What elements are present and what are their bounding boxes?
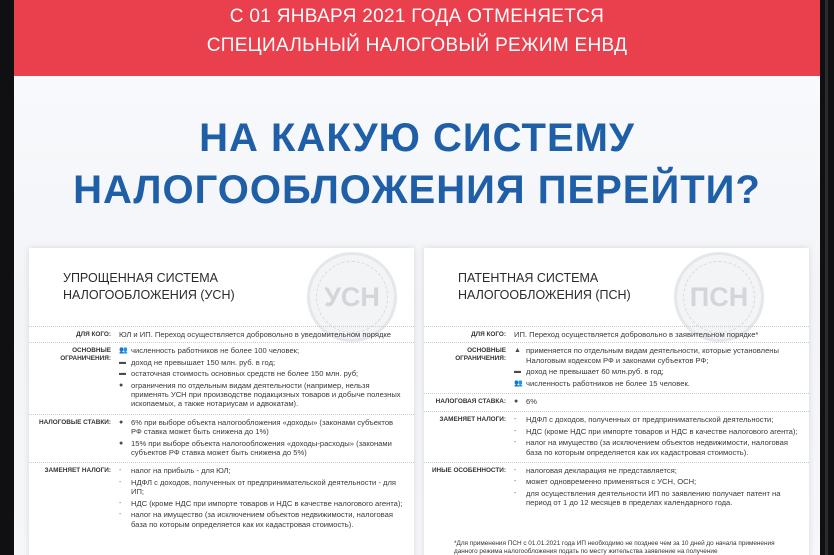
usn-who-text: ЮЛ и ИП. Переход осуществляется добровольно в уведомительном порядке bbox=[119, 330, 392, 339]
usn-rates-list bbox=[119, 418, 414, 460]
list-item-text: налог на имущество (за исключением объектов недвижимости, налоговая база по которым определяется как их кадастровая стоимость). bbox=[131, 510, 393, 529]
money-icon: ▬ bbox=[119, 370, 126, 378]
dash-icon: - bbox=[514, 416, 517, 424]
dash-icon: - bbox=[119, 499, 122, 507]
usn-replaces-label: ЗАМЕНЯЕТ НАЛОГИ: bbox=[44, 467, 111, 475]
usn-who-label: ДЛЯ КОГО: bbox=[76, 331, 111, 338]
usn-title-line-1: УПРОЩЕННАЯ СИСТЕМА bbox=[63, 271, 219, 285]
psn-row-rate bbox=[424, 393, 809, 411]
list-item-text: налог на прибыль - для ЮЛ; bbox=[131, 466, 231, 476]
dash-icon: - bbox=[119, 511, 122, 519]
warning-icon: ▲ bbox=[514, 347, 521, 355]
psn-rate-label: НАЛОГОВАЯ СТАВКА: bbox=[435, 398, 506, 406]
list-item-text: ограничения по отдельным видам деятельности (например, нельзя применять УСН при производстве подакцизных товаров и добыче полезных ископаемых, а также нотариусам и адвокатам). bbox=[131, 380, 401, 409]
psn-who-text: ИП. Переход осуществляется добровольно в заявительном порядке* bbox=[514, 330, 759, 339]
list-item-text: численность работников не более 15 человек. bbox=[526, 378, 690, 388]
money-icon: ▬ bbox=[119, 358, 126, 366]
list-item bbox=[119, 346, 404, 355]
psn-footnote: *Для применения ПСН с 01.01.2021 года ИП необходимо не позднее чем за 10 дней до начала применения данного режима налогообложения подать по месту жительства заявление на получение bbox=[454, 540, 775, 555]
dash-icon: - bbox=[514, 489, 517, 497]
headline-line-2: НАЛОГООБЛОЖЕНИЯ ПЕРЕЙТИ? bbox=[73, 168, 761, 212]
psn-who-label: ДЛЯ КОГО: bbox=[471, 331, 506, 338]
list-item bbox=[514, 489, 799, 508]
people-icon: 👥 bbox=[119, 347, 128, 355]
list-item bbox=[119, 510, 404, 529]
usn-row-rates bbox=[29, 414, 414, 463]
list-item bbox=[514, 438, 799, 457]
usn-rates-label: НАЛОГОВЫЕ СТАВКИ: bbox=[39, 418, 111, 426]
dash-icon: - bbox=[514, 467, 517, 475]
bullet-icon: ● bbox=[119, 381, 124, 389]
list-item-text: налоговая декларация не представляется; bbox=[526, 466, 677, 476]
usn-row-replaces bbox=[29, 462, 414, 533]
list-item-text: доход не превышает 150 млн. руб. в год; bbox=[131, 357, 276, 367]
psn-replaces-list bbox=[514, 415, 809, 459]
psn-title-line-2: НАЛОГООБЛОЖЕНИЯ (ПСН) bbox=[458, 288, 631, 302]
dash-icon: - bbox=[119, 467, 122, 475]
list-item-text: НДС (кроме НДС при импорте товаров и НДС в качестве налогового агента); bbox=[131, 498, 403, 508]
list-item-text: налог на имущество (за исключением объектов недвижимости, налоговая база по которым определяется как их кадастровая стоимость). bbox=[526, 438, 788, 457]
list-item bbox=[514, 367, 799, 376]
banner-line-1: С 01 ЯНВАРЯ 2021 ГОДА ОТМЕНЯЕТСЯ bbox=[229, 6, 605, 27]
list-item-text: 6% при выборе объекта налогообложения «доходы» (законами субъектов РФ ставка может быть снижена до 1%) bbox=[131, 417, 394, 437]
psn-limits-label: ОСНОВНЫЕ ОГРАНИЧЕНИЯ: bbox=[455, 347, 506, 363]
list-item bbox=[119, 418, 404, 437]
psn-title-line-1: ПАТЕНТНАЯ СИСТЕМА bbox=[458, 271, 599, 285]
psn-row-limits bbox=[424, 342, 809, 393]
usn-title-line-2: НАЛОГООБЛОЖЕНИЯ (УСН) bbox=[63, 288, 235, 302]
list-item-text: применяется по отдельным видам деятельности, которые установлены Налоговым кодексом РФ и законами субъектов РФ; bbox=[526, 346, 779, 365]
usn-card bbox=[29, 248, 414, 555]
list-item-text: доход не превышает 60 млн.руб. в год; bbox=[526, 367, 664, 377]
psn-rate-value: 6% bbox=[526, 397, 537, 407]
usn-row-limits bbox=[29, 342, 414, 413]
usn-card-title bbox=[63, 270, 235, 304]
people-icon: 👥 bbox=[514, 379, 523, 387]
list-item bbox=[119, 369, 404, 378]
usn-limits-label: ОСНОВНЫЕ ОГРАНИЧЕНИЯ: bbox=[60, 347, 111, 363]
list-item-text: НДФЛ с доходов, полученных от предпринимательской деятельности; bbox=[526, 415, 774, 425]
list-item bbox=[119, 381, 404, 409]
list-item-text: численность работников не более 100 человек; bbox=[131, 346, 300, 356]
window-frame-left bbox=[0, 0, 14, 555]
dash-icon: - bbox=[514, 427, 517, 435]
usn-replaces-list bbox=[119, 466, 414, 530]
list-item bbox=[514, 466, 799, 475]
top-banner bbox=[14, 0, 820, 76]
usn-row-who bbox=[29, 326, 414, 342]
list-item-text: НДФЛ с доходов, полученных от предпринимательской деятельности - для ИП; bbox=[131, 477, 397, 497]
psn-card-title bbox=[458, 270, 631, 304]
list-item-text: может одновременно применяться с УСН, ОСН; bbox=[526, 477, 697, 487]
psn-replaces-label: ЗАМЕНЯЕТ НАЛОГИ: bbox=[439, 416, 506, 424]
window-scrollbar[interactable] bbox=[820, 0, 834, 555]
list-item bbox=[514, 477, 799, 486]
psn-stamp-icon: ПСН bbox=[674, 252, 764, 342]
psn-rows bbox=[424, 326, 809, 513]
bullet-icon: ● bbox=[119, 418, 124, 426]
list-item-text: НДС (кроме НДС при импорте товаров и НДС в качестве налогового агента); bbox=[526, 426, 798, 436]
dash-icon: - bbox=[514, 478, 517, 486]
scrollbar-track[interactable] bbox=[825, 0, 828, 555]
headline-line-1: НА КАКУЮ СИСТЕМУ bbox=[199, 116, 635, 160]
dash-icon: - bbox=[514, 439, 517, 447]
banner-line-2: СПЕЦИАЛЬНЫЙ НАЛОГОВЫЙ РЕЖИМ ЕНВД bbox=[206, 35, 628, 56]
psn-row-replaces bbox=[424, 411, 809, 462]
usn-stamp-icon: УСН bbox=[307, 252, 397, 342]
list-item bbox=[119, 358, 404, 367]
list-item bbox=[514, 427, 799, 436]
psn-limits-list bbox=[514, 346, 809, 390]
psn-other-label: ИНЫЕ ОСОБЕННОСТИ: bbox=[431, 467, 506, 475]
list-item bbox=[119, 466, 404, 475]
psn-row-who bbox=[424, 326, 809, 342]
bullet-icon: ● bbox=[119, 439, 124, 447]
poster bbox=[14, 0, 820, 555]
list-item bbox=[119, 478, 404, 497]
bullet-icon: ● bbox=[514, 398, 519, 406]
list-item bbox=[514, 415, 799, 424]
usn-rows bbox=[29, 326, 414, 534]
list-item-text: остаточная стоимость основных средств не более 150 млн. руб; bbox=[131, 369, 359, 379]
list-item bbox=[119, 439, 404, 458]
list-item-text: 15% при выборе объекта налогообложения «доходы-расходы» (законами субъектов РФ ставка может быть снижена до 5%) bbox=[131, 438, 392, 458]
psn-rate-item bbox=[514, 397, 799, 406]
list-item-text: для осуществления деятельности ИП по заявлению получает патент на период от 1 до 12 месяцев в пределах календарного года. bbox=[526, 488, 781, 508]
psn-row-other bbox=[424, 462, 809, 513]
list-item bbox=[514, 379, 799, 388]
main-headline bbox=[14, 112, 820, 216]
list-item bbox=[514, 346, 799, 365]
psn-other-list bbox=[514, 466, 809, 510]
list-item bbox=[119, 499, 404, 508]
dash-icon: - bbox=[119, 478, 122, 486]
money-icon: ▬ bbox=[514, 368, 521, 376]
psn-card bbox=[424, 248, 809, 555]
usn-limits-list bbox=[119, 346, 414, 410]
